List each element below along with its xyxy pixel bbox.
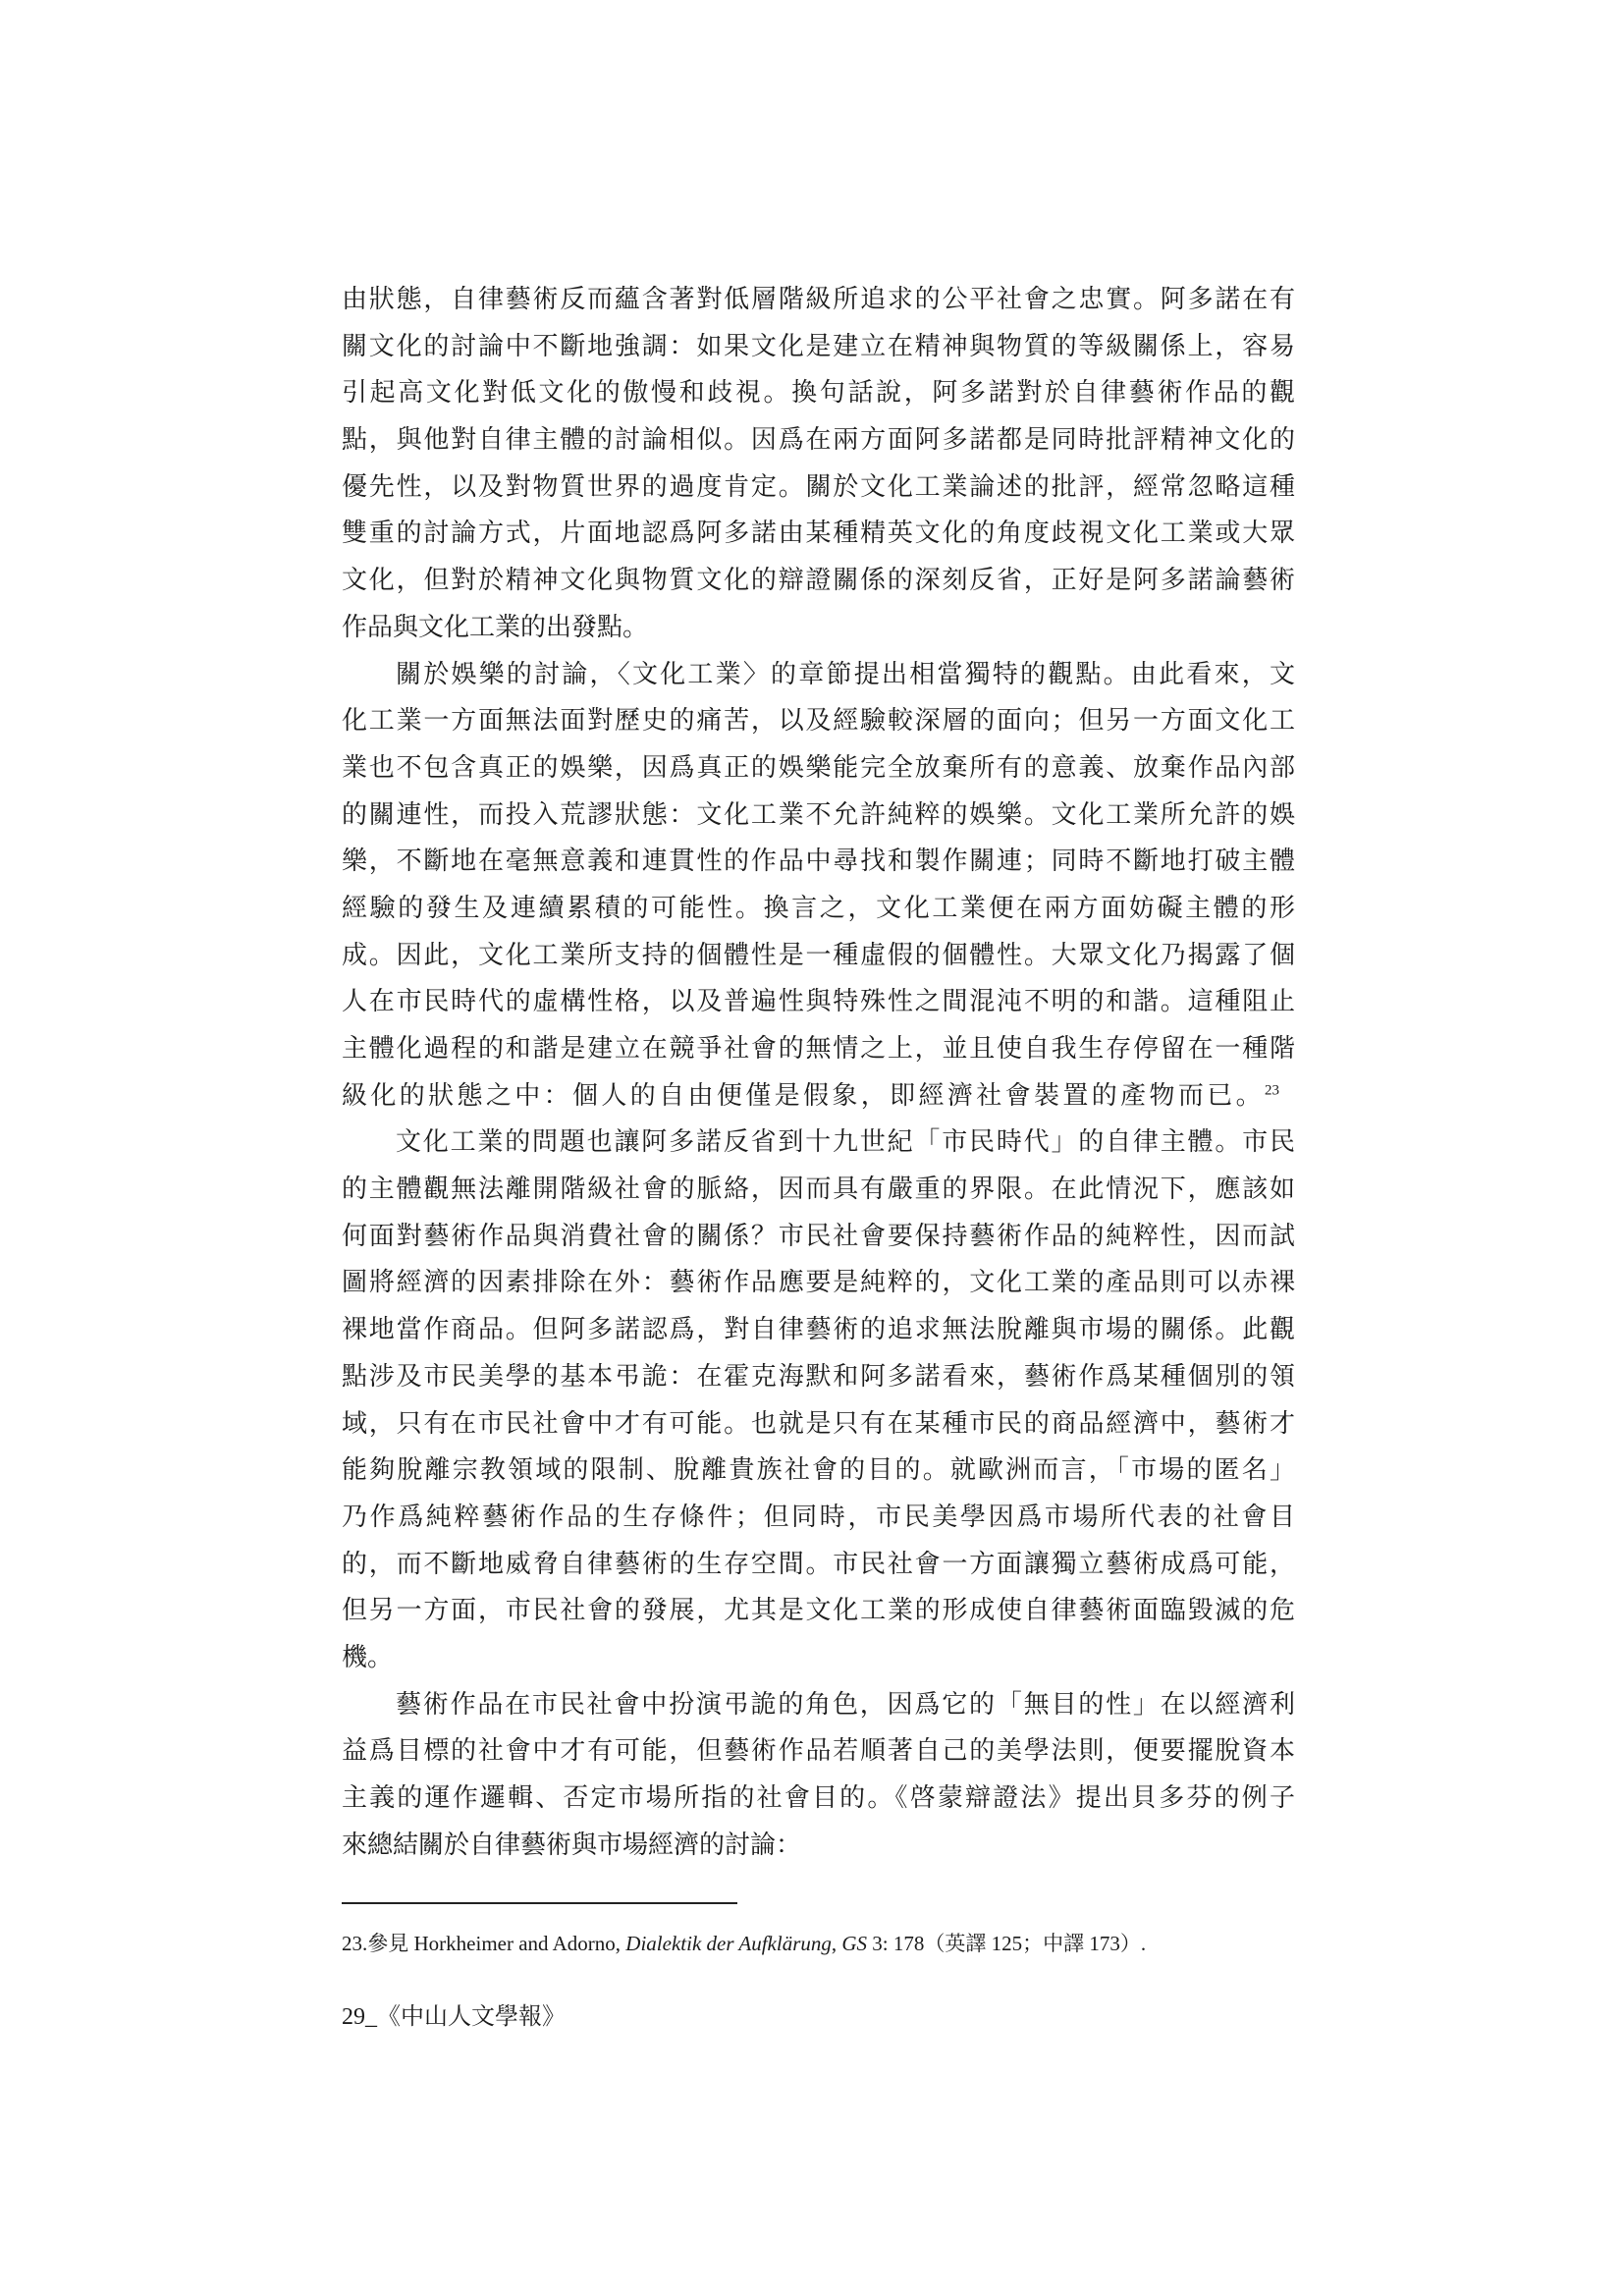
body-line: 的關連性，而投入荒謬狀態：文化工業不允許純粹的娛樂。文化工業所允許的娛 <box>342 799 1295 829</box>
paragraph <box>342 651 1295 1120</box>
body-line: 域，只有在市民社會中才有可能。也就是只有在某種市民的商品經濟中，藝術才 <box>342 1408 1295 1438</box>
body-line: 業也不包含真正的娛樂，因爲真正的娛樂能完全放棄所有的意義、放棄作品內部 <box>342 752 1295 782</box>
body-line: 裸地當作商品。但阿多諾認爲，對自律藝術的追求無法脫離與市場的關係。此觀 <box>342 1315 1295 1344</box>
body-line: 關文化的討論中不斷地強調：如果文化是建立在精神與物質的等級關係上，容易 <box>342 331 1295 360</box>
body-line: 雙重的討論方式，片面地認爲阿多諾由某種精英文化的角度歧視文化工業或大眾 <box>342 519 1295 548</box>
footer-separator: _ <box>365 2004 377 2030</box>
footnote-separator <box>342 1902 737 1904</box>
paragraph <box>342 276 1295 651</box>
page-footer <box>342 2001 566 2033</box>
body-line: 作品與文化工業的出發點。 <box>342 612 649 641</box>
body-line: 文化工業的問題也讓阿多諾反省到十九世紀「市民時代」的自律主體。市民 <box>396 1127 1295 1157</box>
body-line: 乃作爲純粹藝術作品的生存條件；但同時，市民美學因爲市場所代表的社會目 <box>342 1502 1295 1531</box>
body-line: 人在市民時代的虛構性格，以及普遍性與特殊性之間混沌不明的和諧。這種阻止 <box>342 987 1295 1016</box>
body-text <box>342 276 1295 1868</box>
body-line: 能夠脫離宗教領域的限制、脫離貴族社會的目的。就歐洲而言，「市場的匿名」 <box>342 1455 1295 1485</box>
body-line: 文化，但對於精神文化與物質文化的辯證關係的深刻反省，正好是阿多諾論藝術 <box>342 566 1295 595</box>
footnote-marker: 23. <box>342 1932 368 1955</box>
body-line: 機。 <box>342 1642 394 1671</box>
body-line: 引起高文化對低文化的傲慢和歧視。換句話說，阿多諾對於自律藝術作品的觀 <box>342 378 1295 408</box>
body-line: 由狀態，自律藝術反而蘊含著對低層階級所追求的公平社會之忠實。阿多諾在有 <box>342 285 1295 313</box>
footnote <box>342 1930 1295 1957</box>
footnote-reference: 23 <box>1265 1082 1279 1099</box>
footnote-lead: 參見 Horkheimer and Adorno, <box>367 1932 626 1955</box>
body-line: 樂，不斷地在毫無意義和連貫性的作品中尋找和製作關連；同時不斷地打破主體 <box>342 847 1295 876</box>
body-line: 關於娛樂的討論，〈文化工業〉的章節提出相當獨特的觀點。由此看來，文 <box>396 659 1295 688</box>
body-line-text: 級化的狀態之中：個人的自由便僅是假象，即經濟社會裝置的產物而已。 <box>342 1080 1265 1110</box>
body-line: 點涉及市民美學的基本弔詭：在霍克海默和阿多諾看來，藝術作爲某種個別的領 <box>342 1361 1295 1391</box>
body-line: 圖將經濟的因素排除在外：藝術作品應要是純粹的，文化工業的產品則可以赤裸 <box>342 1268 1295 1297</box>
body-line: 藝術作品在市民社會中扮演弔詭的角色，因爲它的「無目的性」在以經濟利 <box>396 1689 1295 1719</box>
paragraph <box>342 1119 1295 1680</box>
body-line: 主體化過程的和諧是建立在競爭社會的無情之上，並且使自我生存停留在一種階 <box>342 1034 1295 1063</box>
body-line: 化工業一方面無法面對歷史的痛苦，以及經驗較深層的面向；但另一方面文化工 <box>342 706 1295 736</box>
body-line: 何面對藝術作品與消費社會的關係？市民社會要保持藝術作品的純粹性，因而試 <box>342 1221 1295 1250</box>
paragraph <box>342 1681 1295 1869</box>
body-line: 的，而不斷地威脅自律藝術的生存空間。市民社會一方面讓獨立藝術成爲可能， <box>342 1549 1295 1578</box>
body-line: 點，與他對自律主體的討論相似。因爲在兩方面阿多諾都是同時批評精神文化的 <box>342 425 1295 455</box>
body-line: 優先性，以及對物質世界的過度肯定。關於文化工業論述的批評，經常忽略這種 <box>342 471 1295 501</box>
body-line: 的主體觀無法離開階級社會的脈絡，因而具有嚴重的界限。在此情況下，應該如 <box>342 1175 1295 1204</box>
footnote-series: GS <box>841 1932 868 1955</box>
body-line: 經驗的發生及連續累積的可能性。換言之，文化工業便在兩方面妨礙主體的形 <box>342 893 1295 922</box>
body-line: 但另一方面，市民社會的發展，尤其是文化工業的形成使自律藝術面臨毀滅的危 <box>342 1596 1295 1625</box>
footnote-citation: 3: 178（英譯 125；中譯 173）. <box>867 1932 1147 1955</box>
footnote-separator-text: , <box>831 1932 842 1955</box>
body-line: 主義的運作邏輯、否定市場所指的社會目的。《啓蒙辯證法》提出貝多芬的例子 <box>342 1783 1295 1812</box>
footnote-book-title: Dialektik der Aufklärung <box>625 1932 832 1955</box>
journal-title: 《中山人文學報》 <box>377 2004 566 2030</box>
page-number: 29 <box>342 2004 365 2030</box>
body-line <box>342 1072 1279 1120</box>
body-line: 益爲目標的社會中才有可能，但藝術作品若順著自己的美學法則，便要擺脫資本 <box>342 1736 1295 1766</box>
body-line: 成。因此，文化工業所支持的個體性是一種虛假的個體性。大眾文化乃揭露了個 <box>342 940 1295 969</box>
body-line: 來總結關於自律藝術與市場經濟的討論： <box>342 1830 802 1859</box>
